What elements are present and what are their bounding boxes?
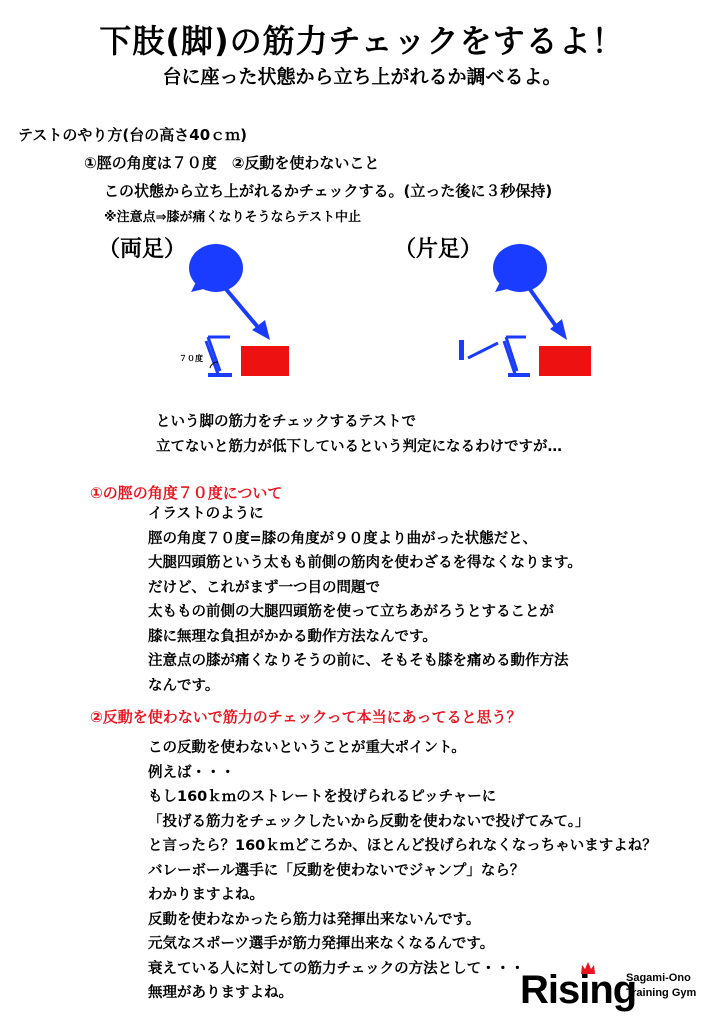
body-line: 脛の角度７０度=膝の角度が９０度より曲がった状態だと、 [148, 530, 538, 547]
body-line: だけど、これがまず一つ目の問題で [148, 579, 380, 596]
intro-line: という脚の筋力をチェックするテストで [156, 414, 416, 430]
logo-main-text: Rising [520, 968, 637, 1012]
section1-body [148, 502, 582, 698]
body-line: 大腿四頭筋という太もも前側の筋肉を使わざるを得なくなります。 [148, 555, 582, 571]
body-line: わかりますよね。 [148, 887, 264, 903]
body-line: なんです。 [148, 677, 220, 694]
thought-bubble-icon [189, 244, 243, 292]
section1-heading: ①の脛の角度７０度について [90, 484, 283, 502]
arrow-icon [529, 288, 567, 340]
body-line: 無理がありますよね。 [148, 985, 293, 1001]
body-line: 膝に無理な負担がかかる動作方法なんです。 [148, 628, 437, 645]
gym-logo [520, 960, 720, 1020]
body-line: バレーボール選手に「反動を使わないでジャンプ」なら？ [148, 862, 525, 879]
section2-heading: ②反動を使わないで筋力のチェックって本当にあってると思う？ [90, 708, 522, 726]
test-instruction: この状態から立ち上がれるかチェックする。(立った後に３秒保持) [104, 182, 553, 200]
angle-label: ７０度 [179, 354, 203, 363]
page-subtitle: 台に座った状態から立ち上がれるか調べるよ。 [162, 66, 562, 88]
test-heading: テストのやり方(台の高さ40ｃｍ) [18, 126, 247, 144]
shin-angle-icon [206, 337, 230, 374]
body-line: 衰えている人に対しての筋力チェックの方法として・・・ [148, 960, 525, 977]
body-line: 反動を使わなかったら筋力は発揮出来ないんです。 [148, 911, 481, 928]
raised-leg-icon [459, 340, 498, 360]
test-note: ※注意点⇒膝が痛くなりそうならテスト中止 [104, 210, 362, 225]
body-line: 元気なスポーツ選手が筋力発揮出来なくなるんです。 [148, 936, 495, 952]
arrow-icon [225, 288, 270, 340]
red-box [241, 346, 289, 376]
red-box [539, 346, 591, 376]
body-line: と言ったら？160ｋｍどころか、ほとんど投げられなくなっちゃいますよね？ [148, 838, 657, 854]
single-leg-label: （片足） [394, 237, 483, 262]
both-legs-label: （両足） [98, 237, 187, 262]
body-line: 「投げる筋力をチェックしたいから反動を使わないで投げてみて。」 [148, 813, 590, 830]
body-line: この反動を使わないということが重大ポイント。 [148, 740, 466, 756]
body-line: イラストのように [148, 506, 264, 522]
page-title: 下肢(脚)の筋力チェックをするよ！ [99, 22, 625, 60]
logo-sub-line2: Training Gym [626, 987, 697, 999]
body-line: 注意点の膝が痛くなりそうの前に、そもそも膝を痛める動作方法 [148, 653, 569, 669]
single-leg-illustration [450, 240, 600, 382]
intro-line: 立てないと筋力が低下しているという判定になるわけですが… [156, 438, 562, 455]
logo-sub-line1: Sagami-Ono [626, 972, 691, 984]
intro-text [156, 410, 562, 459]
shin-angle-icon [504, 337, 526, 374]
thought-bubble-icon [493, 244, 547, 292]
body-line: 太ももの前側の大腿四頭筋を使って立ちあがろうとすることが [148, 604, 554, 620]
foot-icon [208, 373, 232, 377]
test-conditions: ①脛の角度は７０度 ②反動を使わないこと [84, 154, 380, 172]
body-line: 例えば・・・ [148, 764, 235, 781]
foot-icon [508, 373, 530, 377]
body-line: もし160ｋｍのストレートを投げられるピッチャーに [148, 789, 497, 805]
